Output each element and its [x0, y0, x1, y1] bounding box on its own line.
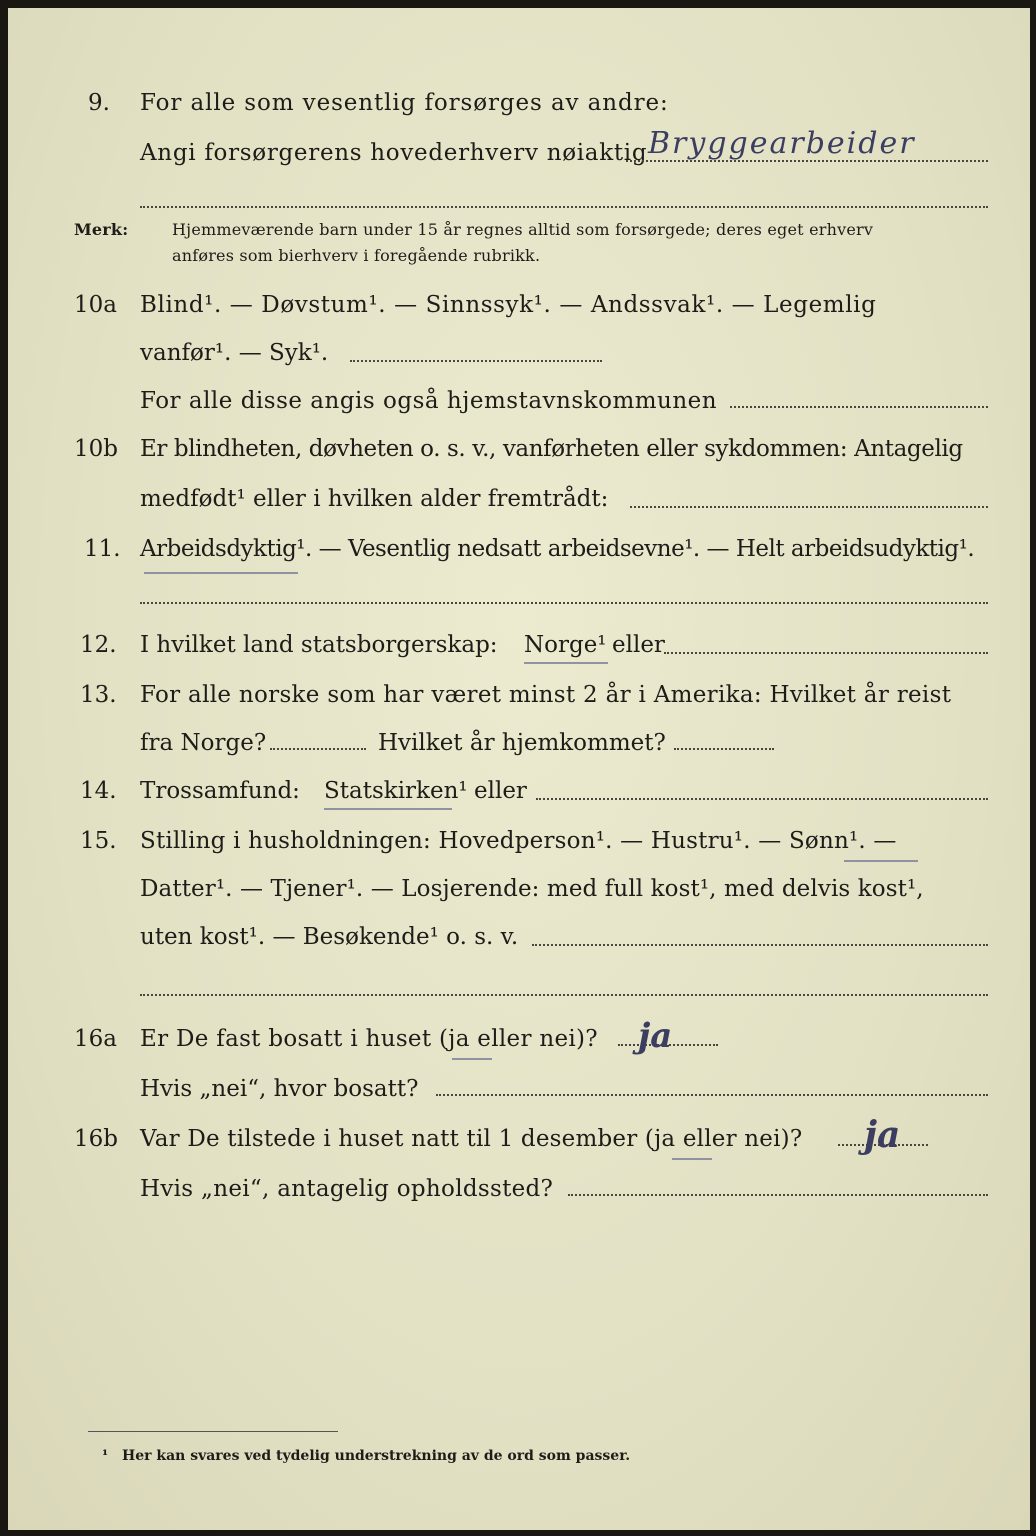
- q10a-line3: For alle disse angis også hjemstavnskommunen: [140, 388, 718, 414]
- q12-line1a: I hvilket land statsborgerskap:: [140, 632, 498, 658]
- q16a-handwritten-answer: ja: [638, 1016, 673, 1056]
- footnote-text: Her kan svares ved tydelig understrekning av de ord som passer.: [122, 1448, 631, 1464]
- q10b-number: 10b: [74, 436, 118, 462]
- q16b-ja-underline: [672, 1158, 712, 1160]
- q16b-handwritten-answer: ja: [864, 1114, 901, 1156]
- q15-line2: Datter¹. — Tjener¹. — Losjerende: med full kost¹, med delvis kost¹,: [140, 876, 924, 902]
- q10a-line3-dots: [730, 406, 988, 408]
- q16a-line1: Er De fast bosatt i huset (ja eller nei)?: [140, 1026, 598, 1052]
- q13-number: 13.: [80, 682, 117, 708]
- census-form-page: [8, 8, 1030, 1530]
- q15-line1: Stilling i husholdningen: Hovedperson¹. — Hustru¹. — Sønn¹. —: [140, 828, 897, 854]
- q10b-line2-dots: [630, 506, 988, 508]
- q10a-line2-dots: [350, 360, 602, 362]
- q15-line3-dots: [532, 944, 988, 946]
- q10a-number: 10a: [74, 292, 117, 318]
- q14-number: 14.: [80, 778, 117, 804]
- q13-year-return-dots: [674, 748, 774, 750]
- q16a-line2: Hvis „nei“, hvor bosatt?: [140, 1076, 419, 1102]
- merk-line2: anføres som bierhverv i foregående rubrikk.: [172, 246, 541, 265]
- q10b-line1: Er blindheten, døvheten o. s. v., vanførheten eller sykdommen: Antagelig: [140, 436, 963, 462]
- q15-answer-underline: [844, 860, 918, 862]
- q9-line1: For alle som vesentlig forsørges av andre:: [140, 90, 669, 116]
- q16a-number: 16a: [74, 1026, 117, 1052]
- q12-line1b: Norge¹: [524, 632, 607, 658]
- q9-handwritten-answer: Bryggearbeider: [648, 126, 916, 161]
- q14-answer-underline: [324, 808, 452, 810]
- q11-number: 11.: [84, 536, 121, 562]
- q10a-line2: vanfør¹. — Syk¹.: [140, 340, 329, 366]
- q9-number: 9.: [88, 90, 110, 116]
- q14-dots: [536, 798, 988, 800]
- q16b-line2-dots: [568, 1194, 988, 1196]
- merk-label: Merk:: [74, 220, 129, 239]
- q11-extra-line: [140, 602, 988, 604]
- q16b-line2: Hvis „nei“, antagelig opholdssted?: [140, 1176, 554, 1202]
- q11-answer-underline: [144, 572, 298, 574]
- q13-line1: For alle norske som har været minst 2 år i Amerika: Hvilket år reist: [140, 682, 952, 708]
- q14-line1b: Statskirken¹: [324, 778, 468, 804]
- q12-answer-underline: [524, 662, 608, 664]
- q16a-line2-dots: [436, 1094, 988, 1096]
- q11-line1: Arbeidsdyktig¹. — Vesentlig nedsatt arbeidsevne¹. — Helt arbeidsudyktig¹.: [140, 536, 975, 562]
- q16a-ja-underline: [452, 1058, 492, 1060]
- q12-dots: [664, 652, 988, 654]
- q9-extra-line: [140, 206, 988, 208]
- q12-number: 12.: [80, 632, 117, 658]
- q16b-number: 16b: [74, 1126, 118, 1152]
- q13-year-left-dots: [270, 748, 366, 750]
- footnote-rule: [88, 1431, 338, 1432]
- q14-line1a: Trossamfund:: [140, 778, 300, 804]
- merk-line1: Hjemmeværende barn under 15 år regnes alltid som forsørgede; deres eget erhverv: [172, 220, 874, 239]
- q14-line1c: eller: [474, 778, 527, 804]
- q16b-line1: Var De tilstede i huset natt til 1 desember (ja eller nei)?: [140, 1126, 803, 1152]
- q15-line3: uten kost¹. — Besøkende¹ o. s. v.: [140, 924, 519, 950]
- q15-extra-line: [140, 994, 988, 996]
- q13-line2a: fra Norge?: [140, 730, 267, 756]
- q13-line2b: Hvilket år hjemkommet?: [378, 730, 666, 756]
- q10b-line2: medfødt¹ eller i hvilken alder fremtrådt:: [140, 486, 609, 512]
- footnote-mark: ¹: [102, 1448, 109, 1464]
- q10a-line1: Blind¹. — Døvstum¹. — Sinnssyk¹. — Andssvak¹. — Legemlig: [140, 292, 877, 318]
- q15-number: 15.: [80, 828, 117, 854]
- q12-line1c: eller: [612, 632, 665, 658]
- q9-line2: Angi forsørgerens hovederhverv nøiaktig: [140, 140, 648, 166]
